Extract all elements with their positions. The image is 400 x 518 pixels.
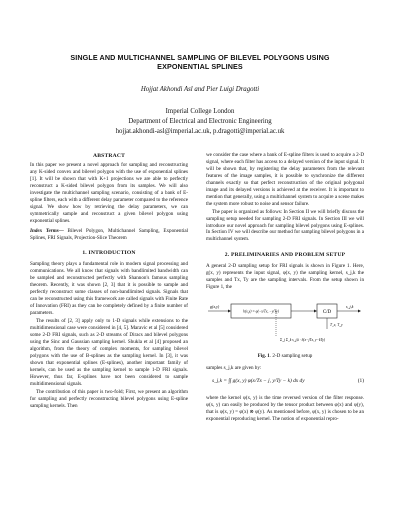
output-arrowhead [358, 310, 361, 313]
input-arrowhead [228, 310, 231, 313]
equation-1-number: (1) [357, 378, 364, 385]
affiliation-institution: Imperial College London [165, 108, 235, 115]
sampling-diagram [206, 295, 364, 351]
intro-paragraph-3: The contribution of this paper is two-fold; First, we present an algorithm for sampling and perfectly reconstructing bilevel polygons using E-spline sampling kernels. Then [30, 388, 188, 409]
affiliation-emails: hojjat.akhondi-asl@imperial.ac.uk, p.dragotti@imperial.ac.uk [115, 128, 285, 135]
affiliation [30, 107, 370, 137]
sum-label: Σ_j Σ_k s_j,k · δ(x−jTx, y−kTy) [280, 338, 326, 343]
filter-output-arrowhead [314, 310, 317, 313]
index-terms-text: Bilevel Polygon, Multichannel Sampling, Exponential Splines, FRI Signals, Projection-Slice Theorem [30, 227, 188, 241]
paper-title [30, 53, 370, 71]
title-line-2: EXPONENTIAL SPLINES [157, 62, 243, 71]
intro-paragraph-1: Sampling theory plays a fundamental role in modern signal processing and communications. We all know that signals with bandlimited bandwidth can be sampled and reconstructed perfectly with Shannon's famous sampling theorem. Recently, it was shown [2, 3] that it is possible to sample and perfectly reconstruct some classes of non-bandlimited signals. Signals that can be reconstructed using this framework are called signals with Finite Rate of Innovation (FRI) as they can be completely defined by a finite number of parameters. [30, 261, 188, 317]
abstract-heading: ABSTRACT [92, 153, 126, 159]
index-terms [30, 228, 188, 242]
left-column [30, 152, 188, 411]
kernel-label: T_x, T_y [330, 323, 343, 328]
right-paragraph-2: The paper is organized as follows: In Section II we will briefly discuss the sampling setup needed for sampling 2-D FRI signals. In Section III we will introduce our novel approach for sampling bilevel polygons using E-splines. In Section IV we will describe our method for sampling bilevel polygons in a multichannel system. [206, 208, 364, 243]
right-column [206, 152, 364, 424]
figure-caption-text: . 2-D sampling setup [269, 353, 313, 360]
introduction-heading: 1. INTRODUCTION [82, 250, 136, 257]
figure-caption-label: Fig. 1 [257, 353, 270, 360]
sampling-setup-figure [206, 295, 364, 351]
input-label: g(x,y) [210, 304, 220, 310]
output-label: s_j,k [346, 304, 354, 310]
index-terms-label: Index Terms— [30, 227, 64, 234]
post-equation-paragraph: where the kernel φ(x, y) is the time reversed version of the filter response. φ(x, y) can easily be produced by the tensor product between φ(x) and φ(y), that is φ(x, y) = φ(x) ⊗ φ(y). As mentioned before, φ(x, y) is chosen to be an exponential reproducing kernel. The notion of exponential repro- [206, 395, 364, 422]
figure-caption [206, 353, 364, 360]
equation-1 [206, 374, 364, 392]
cd-label: C/D [322, 310, 332, 316]
equation-1-body: s_j,k = ∫∫ g(x, y) φ(x/Tx − j, y/Ty − k) dx dy [212, 378, 305, 385]
setup-paragraph: A general 2-D sampling setup for FRI signals is shown in Figure 1. Here, g(x, y) represents the input signal, φ(x, y) the sampling kernel, s_j,k the samples and Tx, Ty are the sampling intervals. From the setup shown in Figure 1, the [206, 263, 364, 291]
filter-label: h(x,y) = φ(−x/Tx, −y/Ty) [243, 309, 279, 314]
intro-paragraph-2: The results of [2, 3] apply only to 1-D signals while extensions to the multidimensional case were considered in [4, 5]. Maravic et al [5] considered some 2-D FRI signals, such as 2-D streams of Diracs and bilevel polygons using the Sinc and Gaussian sampling kernel. Shukla et al [4] proposed an algorithm, from the theory of complex moments, for sampling bilevel polygons with the use of B-splines as the sampling kernel. In [3], it was shown that exponential splines (E-splines), another important family of kernels, can be used as the sampling kernel to sample 1-D FRI signals. However, thus far, E-splines have not been considered to sample multidimensional signals. [30, 318, 188, 387]
abstract-text: In this paper we present a novel approach for sampling and reconstructing any K-sided convex and bilevel polygon with the use of exponential splines [1]. It will be shown that with K+1 projections we are able to perfectly reconstruct a K-sided bilevel polygon from its samples. We will also investigate the multichannel sampling scenario, consisting of a bank of E-spline filters, each with a different delay parameter compared to the reference signal. We show how by retrieving the delay parameters, we can symmetrically sample and reconstruct a given bilevel polygon using exponential splines. [30, 162, 189, 224]
authors: Hojjat Akhondi Asl and Pier Luigi Dragotti [140, 86, 260, 93]
samples-intro: samples s_j,k are given by: [206, 365, 262, 372]
setup-heading: 2. PRELIMINARIES AND PROBLEM SETUP [224, 252, 346, 259]
affiliation-department: Department of Electrical and Electronic Engineering [128, 118, 272, 125]
title-line-1: SINGLE AND MULTICHANNEL SAMPLING OF BILEVEL POLYGONS USING [70, 53, 330, 62]
right-paragraph-1: we consider the case where a bank of E-spline filters is used to acquire a 2-D signal, where each filter has access to a delayed version of the input signal. It will be shown that, by registering the delay parameters from the relevant features of the image samples, it is possible to synchronize the different channels exactly so that perfect reconstruction of the original polygonal image and its delayed versions is achieved at the receiver. It is important to mention that generally, using a multichannel system to acquire a scene makes the system more robust to noise and sensor failure. [206, 152, 364, 207]
